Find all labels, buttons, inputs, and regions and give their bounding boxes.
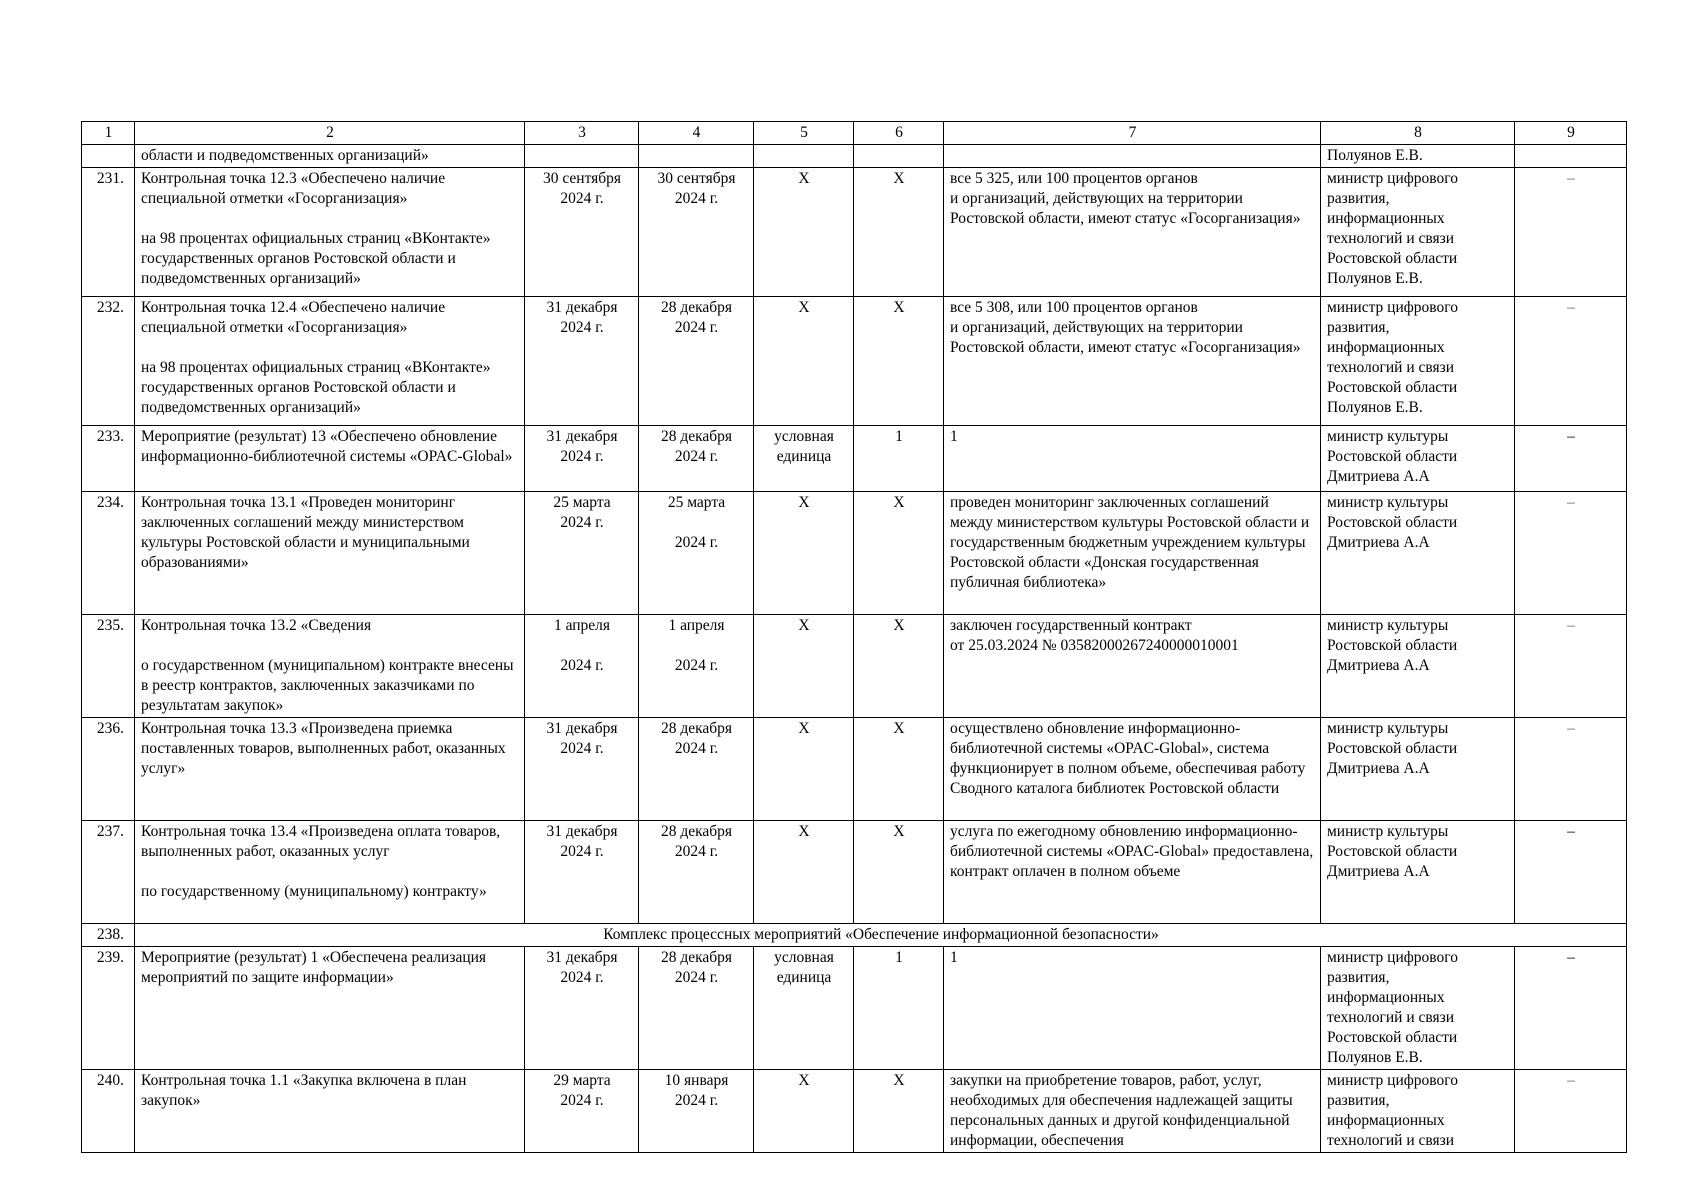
- table-row: [82, 297, 1627, 426]
- fact-date-cell: 28 декабря 2024 г.: [639, 297, 754, 426]
- table-row: [82, 821, 1627, 924]
- table-row: [82, 718, 1627, 821]
- value-cell: X: [854, 297, 944, 426]
- name-cell: Контрольная точка 13.1 «Проведен мониторинг заключенных соглашений между министерством культуры Ростовской области и муниципальными образованиями»: [135, 492, 525, 615]
- unit-cell: условная единица: [754, 426, 854, 492]
- value-cell: X: [854, 168, 944, 297]
- responsible-cell: министр культуры Ростовской области Дмитриева А.А: [1321, 615, 1515, 718]
- responsible-cell: министр культуры Ростовской области Дмитриева А.А: [1321, 718, 1515, 821]
- result-cell: 1: [944, 947, 1321, 1070]
- unit-cell: X: [754, 821, 854, 924]
- unit-cell: X: [754, 718, 854, 821]
- fact-date-cell: 28 декабря 2024 г.: [639, 718, 754, 821]
- section-row: [82, 924, 1627, 947]
- unit-cell: X: [754, 492, 854, 615]
- result-cell: услуга по ежегодному обновлению информационно-библиотечной системы «OPAC-Global» предоставлена, контракт оплачен в полном объеме: [944, 821, 1321, 924]
- responsible-cell: министр цифрового развития, информационных технологий и связи Ростовской области Полуянов Е.В.: [1321, 947, 1515, 1070]
- header-cell: 6: [854, 122, 944, 145]
- fact-date-cell: 25 марта 2024 г.: [639, 492, 754, 615]
- unit-cell: [754, 145, 854, 168]
- note-cell: –: [1515, 492, 1627, 615]
- header-cell: 2: [135, 122, 525, 145]
- fact-date-cell: 1 апреля 2024 г.: [639, 615, 754, 718]
- result-cell: заключен государственный контракт от 25.03.2024 № 0358200026724000001000​1: [944, 615, 1321, 718]
- header-cell: 8: [1321, 122, 1515, 145]
- table-row: [82, 492, 1627, 615]
- name-cell: Мероприятие (результат) 1 «Обеспечена реализация мероприятий по защите информации»: [135, 947, 525, 1070]
- value-cell: 1: [854, 947, 944, 1070]
- plan-date-cell: [525, 145, 639, 168]
- name-cell: Контрольная точка 13.4 «Произведена оплата товаров, выполненных работ, оказанных услуг по государственному (муниципальному) контракту»: [135, 821, 525, 924]
- fact-date-cell: 10 января 2024 г.: [639, 1070, 754, 1153]
- note-cell: –: [1515, 821, 1627, 924]
- result-cell: все 5 308, или 100 процентов органов и организаций, действующих на территории Ростовской области, имеют статус «Госорганизация»: [944, 297, 1321, 426]
- unit-cell: X: [754, 168, 854, 297]
- row-number-cell: 234.: [82, 492, 135, 615]
- fact-date-cell: 30 сентября 2024 г.: [639, 168, 754, 297]
- fact-date-cell: 28 декабря 2024 г.: [639, 947, 754, 1070]
- note-cell: –: [1515, 947, 1627, 1070]
- result-cell: проведен мониторинг заключенных соглашений между министерством культуры Ростовской области и государственным бюджетным учреждением культуры Ростовской области «Донская государственная публичная библиотека»: [944, 492, 1321, 615]
- responsible-cell: министр цифрового развития, информационных технологий и связи Ростовской области Полуянов Е.В.: [1321, 168, 1515, 297]
- header-cell: 3: [525, 122, 639, 145]
- note-cell: [1515, 145, 1627, 168]
- plan-date-cell: 25 марта 2024 г.: [525, 492, 639, 615]
- result-cell: закупки на приобретение товаров, работ, услуг, необходимых для обеспечения надлежащей защиты персональных данных и другой конфиденциальной информации, обеспечения: [944, 1070, 1321, 1153]
- unit-cell: X: [754, 615, 854, 718]
- table-row: [82, 426, 1627, 492]
- header-cell: 9: [1515, 122, 1627, 145]
- plan-date-cell: 29 марта 2024 г.: [525, 1070, 639, 1153]
- table-row: [82, 1070, 1627, 1153]
- name-cell: Контрольная точка 12.4 «Обеспечено наличие специальной отметки «Госорганизация» на 98 процентах официальных страниц «ВКонтакте» государственных органов Ростовской области и подведомственных организаций»: [135, 297, 525, 426]
- note-cell: –: [1515, 718, 1627, 821]
- row-number-cell: 237.: [82, 821, 135, 924]
- plan-date-cell: 1 апреля 2024 г.: [525, 615, 639, 718]
- header-cell: 1: [82, 122, 135, 145]
- plan-date-cell: 31 декабря 2024 г.: [525, 821, 639, 924]
- unit-cell: условная единица: [754, 947, 854, 1070]
- responsible-cell: министр цифрового развития, информационных технологий и связи Ростовской области Полуянов Е.В.: [1321, 297, 1515, 426]
- result-cell: [944, 145, 1321, 168]
- result-cell: все 5 325, или 100 процентов органов и организаций, действующих на территории Ростовской области, имеют статус «Госорганизация»: [944, 168, 1321, 297]
- row-number-cell: 240.: [82, 1070, 135, 1153]
- responsible-cell: министр культуры Ростовской области Дмитриева А.А: [1321, 492, 1515, 615]
- table-row: [82, 168, 1627, 297]
- note-cell: –: [1515, 1070, 1627, 1153]
- name-cell: области и подведомственных организаций»: [135, 145, 525, 168]
- name-cell: Контрольная точка 1.1 «Закупка включена в план закупок»: [135, 1070, 525, 1153]
- name-cell: Мероприятие (результат) 13 «Обеспечено обновление информационно-библиотечной системы «OPAC-Global»: [135, 426, 525, 492]
- fact-date-cell: 28 декабря 2024 г.: [639, 426, 754, 492]
- note-cell: –: [1515, 615, 1627, 718]
- plan-date-cell: 31 декабря 2024 г.: [525, 426, 639, 492]
- unit-cell: X: [754, 297, 854, 426]
- name-cell: Контрольная точка 13.2 «Сведения о государственном (муниципальном) контракте внесены в реестр контрактов, заключенных заказчиками по результатам закупок»: [135, 615, 525, 718]
- note-cell: –: [1515, 168, 1627, 297]
- note-cell: –: [1515, 297, 1627, 426]
- value-cell: X: [854, 492, 944, 615]
- plan-date-cell: 31 декабря 2024 г.: [525, 297, 639, 426]
- table-row: [82, 615, 1627, 718]
- value-cell: X: [854, 1070, 944, 1153]
- row-number-cell: 232.: [82, 297, 135, 426]
- table-rows-group: [82, 947, 1627, 1153]
- unit-cell: X: [754, 1070, 854, 1153]
- header-row: [82, 122, 1627, 145]
- responsible-cell: Полуянов Е.В.: [1321, 145, 1515, 168]
- continuation-row: [82, 145, 1627, 168]
- table-row: [82, 947, 1627, 1070]
- document-table: [81, 121, 1627, 1153]
- row-number-cell: 238.: [82, 924, 135, 947]
- result-cell: 1: [944, 426, 1321, 492]
- plan-date-cell: 31 декабря 2024 г.: [525, 947, 639, 1070]
- row-number-cell: 233.: [82, 426, 135, 492]
- plan-date-cell: 31 декабря 2024 г.: [525, 718, 639, 821]
- value-cell: 1: [854, 426, 944, 492]
- responsible-cell: министр культуры Ростовской области Дмитриева А.А: [1321, 821, 1515, 924]
- row-number-cell: 231.: [82, 168, 135, 297]
- name-cell: Контрольная точка 13.3 «Произведена приемка поставленных товаров, выполненных работ, оказанных услуг»: [135, 718, 525, 821]
- row-number-cell: 235.: [82, 615, 135, 718]
- section-title: Комплекс процессных мероприятий «Обеспечение информационной безопасности»: [135, 924, 1627, 947]
- row-number-cell: 239.: [82, 947, 135, 1070]
- responsible-cell: министр культуры Ростовской области Дмитриева А.А: [1321, 426, 1515, 492]
- row-number-cell: 236.: [82, 718, 135, 821]
- note-cell: –: [1515, 426, 1627, 492]
- plan-date-cell: 30 сентября 2024 г.: [525, 168, 639, 297]
- value-cell: X: [854, 615, 944, 718]
- header-cell: 7: [944, 122, 1321, 145]
- name-cell: Контрольная точка 12.3 «Обеспечено наличие специальной отметки «Госорганизация» на 98 процентах официальных страниц «ВКонтакте» государственных органов Ростовской области и подведомственных организаций»: [135, 168, 525, 297]
- value-cell: X: [854, 718, 944, 821]
- row-number-cell: [82, 145, 135, 168]
- value-cell: [854, 145, 944, 168]
- responsible-cell: министр цифрового развития, информационных технологий и связи: [1321, 1070, 1515, 1153]
- fact-date-cell: [639, 145, 754, 168]
- header-cell: 4: [639, 122, 754, 145]
- table-rows-group: [82, 168, 1627, 924]
- header-cell: 5: [754, 122, 854, 145]
- fact-date-cell: 28 декабря 2024 г.: [639, 821, 754, 924]
- result-cell: осуществлено обновление информационно-библиотечной системы «OPAC-Global», система функционирует в полном объеме, обеспечивая работу Сводного каталога библиотек Ростовской области: [944, 718, 1321, 821]
- value-cell: X: [854, 821, 944, 924]
